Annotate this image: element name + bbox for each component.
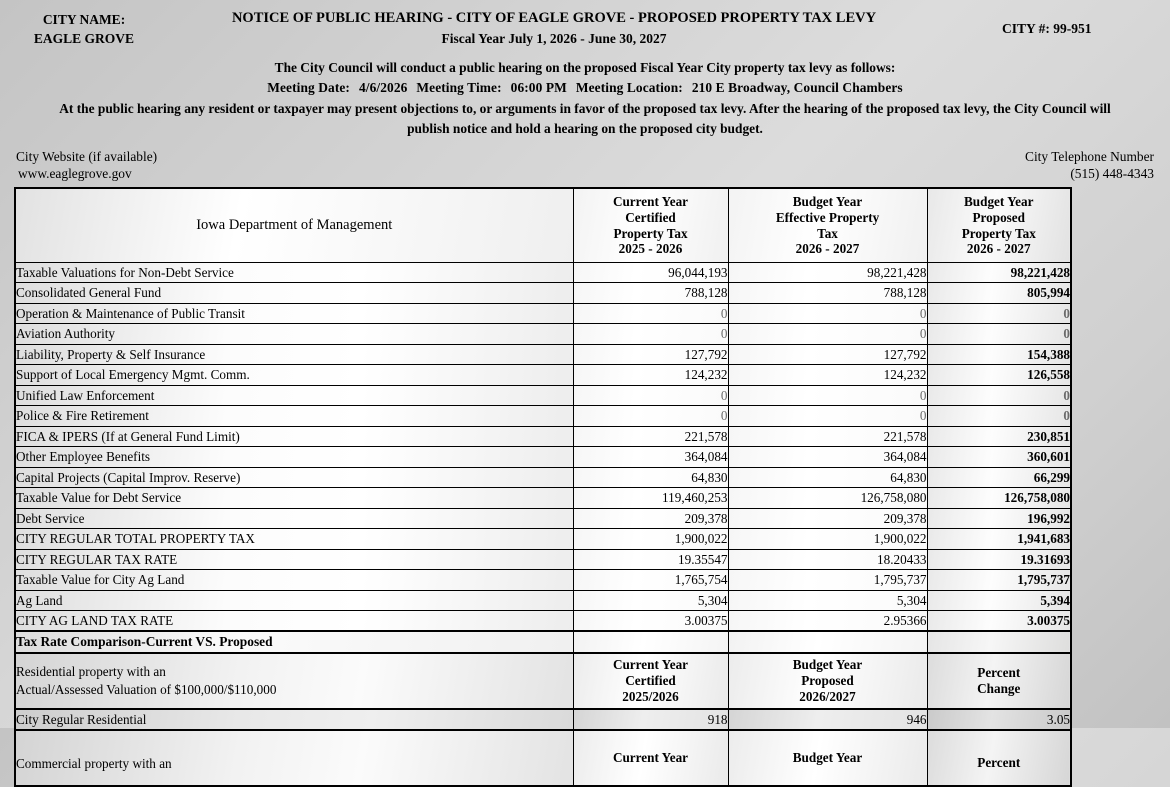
table-row — [15, 283, 1071, 304]
col-header-proposed-l2: Proposed — [972, 210, 1025, 225]
section-blank-effective — [728, 631, 927, 653]
cell-effective: 2.95366 — [728, 611, 927, 632]
cell-current-year: 209,378 — [573, 508, 728, 529]
cell-current-year: 0 — [573, 385, 728, 406]
cell-current-year: 1,900,022 — [573, 529, 728, 550]
city-name-block — [0, 8, 168, 48]
commercial-col-proposed: Budget Year — [728, 730, 927, 786]
row-label: Taxable Valuations for Non-Debt Service — [15, 262, 573, 283]
cell-proposed: 360,601 — [927, 447, 1071, 468]
table-row — [15, 467, 1071, 488]
cell-proposed: 230,851 — [927, 426, 1071, 447]
table-row — [15, 426, 1071, 447]
table-header-row — [15, 188, 1071, 262]
hearing-statement: The City Council will conduct a public hearing on the proposed Fiscal Year City property tax levy as follows: — [274, 59, 896, 75]
cell-effective: 64,830 — [728, 467, 927, 488]
commercial-col-percent: Percent — [927, 730, 1071, 786]
row-label: Consolidated General Fund — [15, 283, 573, 304]
table-row — [15, 508, 1071, 529]
cell-current-year: 119,460,253 — [573, 488, 728, 509]
row-label: FICA & IPERS (If at General Fund Limit) — [15, 426, 573, 447]
city-website-block — [14, 148, 157, 182]
table-row — [15, 365, 1071, 386]
table-row — [15, 385, 1071, 406]
row-label: CITY REGULAR TAX RATE — [15, 549, 573, 570]
col-header-current-year — [573, 188, 728, 262]
residential-description — [15, 653, 573, 709]
cell-current-year: 221,578 — [573, 426, 728, 447]
col-header-current-l3: Property Tax — [613, 225, 688, 241]
commercial-col-current: Current Year — [573, 730, 728, 786]
cell-current-year: 1,765,754 — [573, 570, 728, 591]
col-header-proposed-l1: Budget Year — [964, 194, 1034, 210]
row-label: Capital Projects (Capital Improv. Reserve) — [15, 467, 573, 488]
city-website-value: www.eaglegrove.gov — [18, 166, 132, 182]
cell-effective: 1,900,022 — [728, 529, 927, 550]
col-header-current-l1: Current Year — [612, 194, 689, 210]
meeting-location-label: Meeting Location: — [575, 79, 683, 95]
cell-current-year: 64,830 — [573, 467, 728, 488]
cell-proposed: 66,299 — [927, 467, 1071, 488]
col-header-proposed — [927, 188, 1071, 262]
section-blank-proposed — [927, 631, 1071, 653]
col-header-current-l2: Certified — [625, 210, 676, 225]
section-title: Tax Rate Comparison-Current VS. Proposed — [15, 631, 573, 653]
residential-header-row — [15, 653, 1071, 709]
row-label: Ag Land — [15, 590, 573, 611]
city-name-value: EAGLE GROVE — [33, 31, 135, 47]
meeting-time-label: Meeting Time: — [416, 79, 502, 95]
cell-current-year: 5,304 — [573, 590, 728, 611]
notice-title: NOTICE OF PUBLIC HEARING - CITY OF EAGLE GROVE - PROPOSED PROPERTY TAX LEVY — [231, 10, 877, 26]
meeting-date-label: Meeting Date: — [267, 79, 350, 95]
cell-effective: 0 — [728, 406, 927, 427]
city-telephone-value: (515) 448-4343 — [1070, 166, 1154, 182]
cell-proposed: 126,758,080 — [927, 488, 1071, 509]
row-label: Unified Law Enforcement — [15, 385, 573, 406]
cell-effective: 221,578 — [728, 426, 927, 447]
cell-proposed: 126,558 — [927, 365, 1071, 386]
levy-table-container — [0, 182, 1170, 787]
cell-current-year: 0 — [573, 406, 728, 427]
row-label: Police & Fire Retirement — [15, 406, 573, 427]
cell-proposed: 19.31693 — [927, 549, 1071, 570]
cell-effective: 209,378 — [728, 508, 927, 529]
commercial-description — [15, 730, 573, 786]
table-row — [15, 447, 1071, 468]
table-row — [15, 262, 1071, 283]
row-label: CITY AG LAND TAX RATE — [15, 611, 573, 632]
cell-effective: 124,232 — [728, 365, 927, 386]
cell-current-year: 96,044,193 — [573, 262, 728, 283]
table-row — [15, 406, 1071, 427]
col-header-proposed-l3: Property Tax — [961, 225, 1036, 241]
cell-proposed: 98,221,428 — [927, 262, 1071, 283]
residential-col-proposed: Budget Year Proposed 2026/2027 — [728, 653, 927, 709]
cell-effective: 0 — [728, 324, 927, 345]
table-row — [15, 344, 1071, 365]
cell-current-year: 0 — [573, 303, 728, 324]
col-header-effective-l3: Tax — [817, 225, 838, 241]
row-label: Taxable Value for City Ag Land — [15, 570, 573, 591]
table-head — [15, 188, 1071, 262]
section-divider-row — [15, 631, 1071, 653]
cell-proposed: 0 — [927, 385, 1071, 406]
col-header-effective — [728, 188, 927, 262]
city-name-label: CITY NAME: — [42, 12, 126, 27]
table-row — [15, 611, 1071, 632]
table-row — [15, 549, 1071, 570]
fiscal-year: Fiscal Year July 1, 2026 - June 30, 2027 — [441, 31, 667, 47]
city-number: CITY #: 99-951 — [1002, 21, 1092, 36]
col-header-effective-l1: Budget Year — [792, 194, 863, 210]
row-label: Support of Local Emergency Mgmt. Comm. — [15, 365, 573, 386]
meeting-time-value: 06:00 PM — [510, 79, 567, 95]
row-label: Other Employee Benefits — [15, 447, 573, 468]
contact-row — [0, 139, 1170, 182]
cell-effective: 1,795,737 — [728, 570, 927, 591]
cell-effective: 18.20433 — [728, 549, 927, 570]
cell-proposed: 1,795,737 — [927, 570, 1071, 591]
residential-desc-l1: Residential property with an — [16, 664, 166, 680]
cell-current-year: 19.35547 — [573, 549, 728, 570]
cell-proposed: 0 — [927, 406, 1071, 427]
table-body — [15, 262, 1071, 786]
cell-current-year: 124,232 — [573, 365, 728, 386]
table-row — [15, 303, 1071, 324]
objections-paragraph: At the public hearing any resident or taxpayer may present objections to, or arguments in favor of the proposed tax levy. After the hearing of the proposed tax levy, the City Council will publish notice and hold a hearing on the proposed city budget. — [59, 100, 1111, 136]
meeting-date-value: 4/6/2026 — [359, 79, 408, 95]
cell-current-year: 127,792 — [573, 344, 728, 365]
city-website-label: City Website (if available) — [16, 149, 158, 165]
commercial-desc-l1: Commercial property with an — [16, 756, 172, 772]
residential-data-row — [15, 709, 1071, 730]
residential-percent-value: 3.05 — [927, 709, 1071, 730]
document-header — [0, 0, 1170, 49]
col-header-department: Iowa Department of Management — [15, 188, 573, 262]
table-row — [15, 570, 1071, 591]
cell-effective: 126,758,080 — [728, 488, 927, 509]
cell-proposed: 805,994 — [927, 283, 1071, 304]
section-blank-current — [573, 631, 728, 653]
cell-effective: 0 — [728, 385, 927, 406]
residential-desc-l2: Actual/Assessed Valuation of $100,000/$110,000 — [16, 682, 277, 698]
meeting-location-value: 210 E Broadway, Council Chambers — [691, 79, 903, 95]
city-telephone-label: City Telephone Number — [1025, 149, 1154, 165]
cell-effective: 788,128 — [728, 283, 927, 304]
cell-effective: 127,792 — [728, 344, 927, 365]
cell-proposed: 5,394 — [927, 590, 1071, 611]
cell-effective: 5,304 — [728, 590, 927, 611]
commercial-header-row — [15, 730, 1071, 786]
col-header-current-l4: 2025 - 2026 — [618, 241, 683, 257]
property-tax-levy-table — [14, 187, 1072, 787]
row-label: Aviation Authority — [15, 324, 573, 345]
cell-current-year: 0 — [573, 324, 728, 345]
table-row — [15, 488, 1071, 509]
residential-col-current: Current Year Certified 2025/2026 — [573, 653, 728, 709]
col-header-effective-l2: Effective Property — [775, 210, 880, 225]
residential-row-label: City Regular Residential — [15, 709, 573, 730]
col-header-effective-l4: 2026 - 2027 — [795, 241, 860, 257]
table-row — [15, 324, 1071, 345]
row-label: CITY REGULAR TOTAL PROPERTY TAX — [15, 529, 573, 550]
residential-proposed-value: 946 — [728, 709, 927, 730]
cell-proposed: 3.00375 — [927, 611, 1071, 632]
city-telephone-block — [1025, 148, 1156, 182]
cell-proposed: 196,992 — [927, 508, 1071, 529]
table-row — [15, 529, 1071, 550]
cell-proposed: 0 — [927, 303, 1071, 324]
col-header-proposed-l4: 2026 - 2027 — [966, 241, 1031, 257]
residential-col-percent: Percent Change — [927, 653, 1071, 709]
row-label: Debt Service — [15, 508, 573, 529]
cell-effective: 0 — [728, 303, 927, 324]
cell-proposed: 1,941,683 — [927, 529, 1071, 550]
meeting-details — [44, 78, 1126, 98]
cell-effective: 98,221,428 — [728, 262, 927, 283]
cell-proposed: 0 — [927, 324, 1071, 345]
cell-current-year: 788,128 — [573, 283, 728, 304]
notice-title-block — [168, 8, 940, 49]
intro-section — [0, 49, 1170, 139]
row-label: Taxable Value for Debt Service — [15, 488, 573, 509]
cell-current-year: 364,084 — [573, 447, 728, 468]
row-label: Liability, Property & Self Insurance — [15, 344, 573, 365]
row-label: Operation & Maintenance of Public Transit — [15, 303, 573, 324]
residential-current-value: 918 — [573, 709, 728, 730]
table-row — [15, 590, 1071, 611]
cell-current-year: 3.00375 — [573, 611, 728, 632]
cell-effective: 364,084 — [728, 447, 927, 468]
cell-proposed: 154,388 — [927, 344, 1071, 365]
